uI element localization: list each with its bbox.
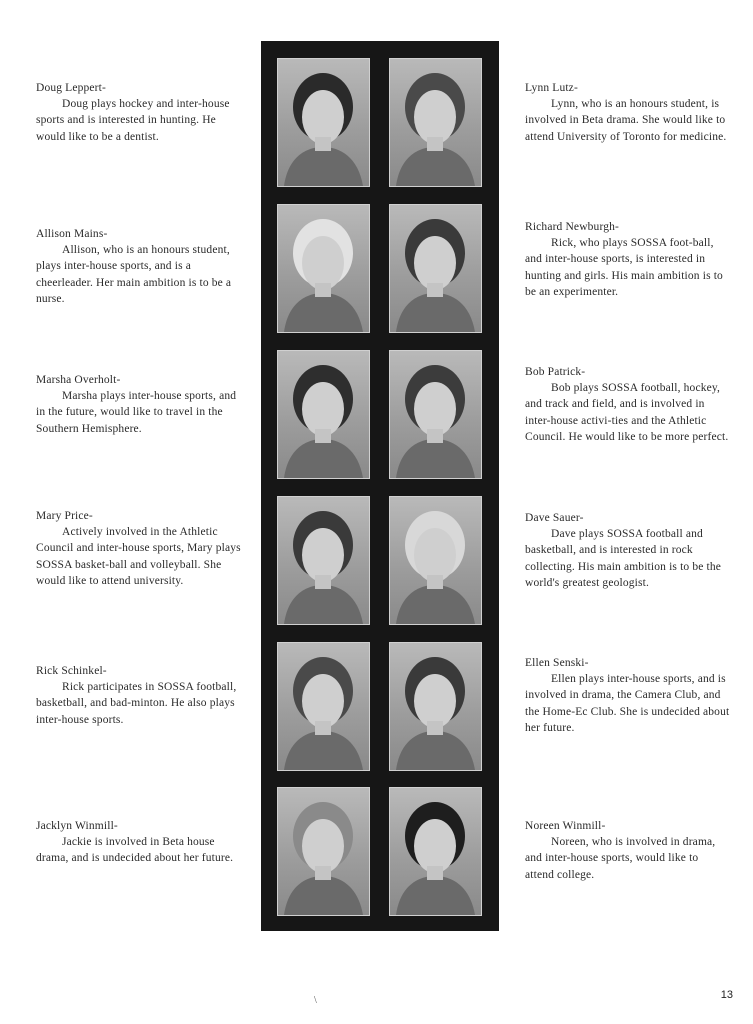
student-name: Allison Mains-: [36, 228, 108, 240]
student-bio: Rick participates in SOSSA football, basketball, and bad-minton. He also plays inter-house sports.: [36, 681, 237, 726]
student-bio: Rick, who plays SOSSA foot-ball, and inter-house sports, is interested in hunting and girls. His main ambition is to be an experimenter.: [525, 237, 723, 298]
bio-richard-newburgh: [525, 219, 730, 300]
student-photo: [389, 58, 482, 187]
student-bio: Lynn, who is an honours student, is involved in Beta drama. She would like to attend University of Toronto for medicine.: [525, 98, 727, 143]
student-name: Dave Sauer-: [525, 512, 584, 524]
bio-doug-leppert: [36, 80, 241, 145]
student-name: Richard Newburgh-: [525, 221, 619, 233]
bio-allison-mains: [36, 226, 241, 307]
bio-lynn-lutz: [525, 80, 730, 145]
bio-noreen-winmill: [525, 818, 730, 883]
student-bio: Jackie is involved in Beta house drama, and is undecided about her future.: [36, 836, 234, 865]
student-photo: [389, 350, 482, 479]
student-photo: [277, 350, 370, 479]
bio-dave-sauer: [525, 510, 730, 591]
student-bio: Dave plays SOSSA football and basketball, and is interested in rock collecting. His main ambition is to be the world's greatest geologist.: [525, 528, 722, 589]
student-photo: [277, 58, 370, 187]
student-name: Noreen Winmill-: [525, 820, 606, 832]
student-name: Doug Leppert-: [36, 82, 106, 94]
student-name: Ellen Senski-: [525, 657, 589, 669]
student-photo: [389, 642, 482, 771]
student-photo: [277, 204, 370, 333]
student-photo: [277, 642, 370, 771]
student-name: Lynn Lutz-: [525, 82, 578, 94]
student-name: Mary Price-: [36, 510, 93, 522]
student-bio: Marsha plays inter-house sports, and in the future, would like to travel in the Southern Hemisphere.: [36, 390, 237, 435]
page-number: 13: [720, 989, 733, 1001]
bio-rick-schinkel: [36, 663, 241, 728]
student-bio: Allison, who is an honours student, plays inter-house sports, and is a cheerleader. Her main ambition is to be a nurse.: [36, 244, 232, 305]
student-name: Jacklyn Winmill-: [36, 820, 118, 832]
student-photo: [389, 496, 482, 625]
bio-ellen-senski: [525, 655, 730, 736]
student-photo: [389, 204, 482, 333]
student-photo: [277, 496, 370, 625]
student-bio: Ellen plays inter-house sports, and is involved in drama, the Camera Club, and the Home-Ec Club. She is undecided about her future.: [525, 673, 730, 734]
bio-mary-price: [36, 508, 241, 589]
student-bio: Bob plays SOSSA football, hockey, and track and field, and is involved in inter-house activi-ties and the Athletic Council. He would like to be more perfect.: [525, 382, 729, 443]
student-bio: Noreen, who is involved in drama, and inter-house sports, would like to attend college.: [525, 836, 716, 881]
bio-jacklyn-winmill: [36, 818, 241, 867]
student-name: Rick Schinkel-: [36, 665, 107, 677]
student-photo: [277, 787, 370, 916]
student-name: Marsha Overholt-: [36, 374, 121, 386]
student-bio: Doug plays hockey and inter-house sports and is interested in hunting. He would like to be a dentist.: [36, 98, 230, 143]
bio-marsha-overholt: [36, 372, 241, 437]
student-name: Bob Patrick-: [525, 366, 586, 378]
student-bio: Actively involved in the Athletic Council and inter-house sports, Mary plays SOSSA basket-ball and volleyball. She would like to attend university.: [36, 526, 241, 587]
stray-mark: \: [314, 995, 317, 1006]
student-photo: [389, 787, 482, 916]
bio-bob-patrick: [525, 364, 730, 445]
